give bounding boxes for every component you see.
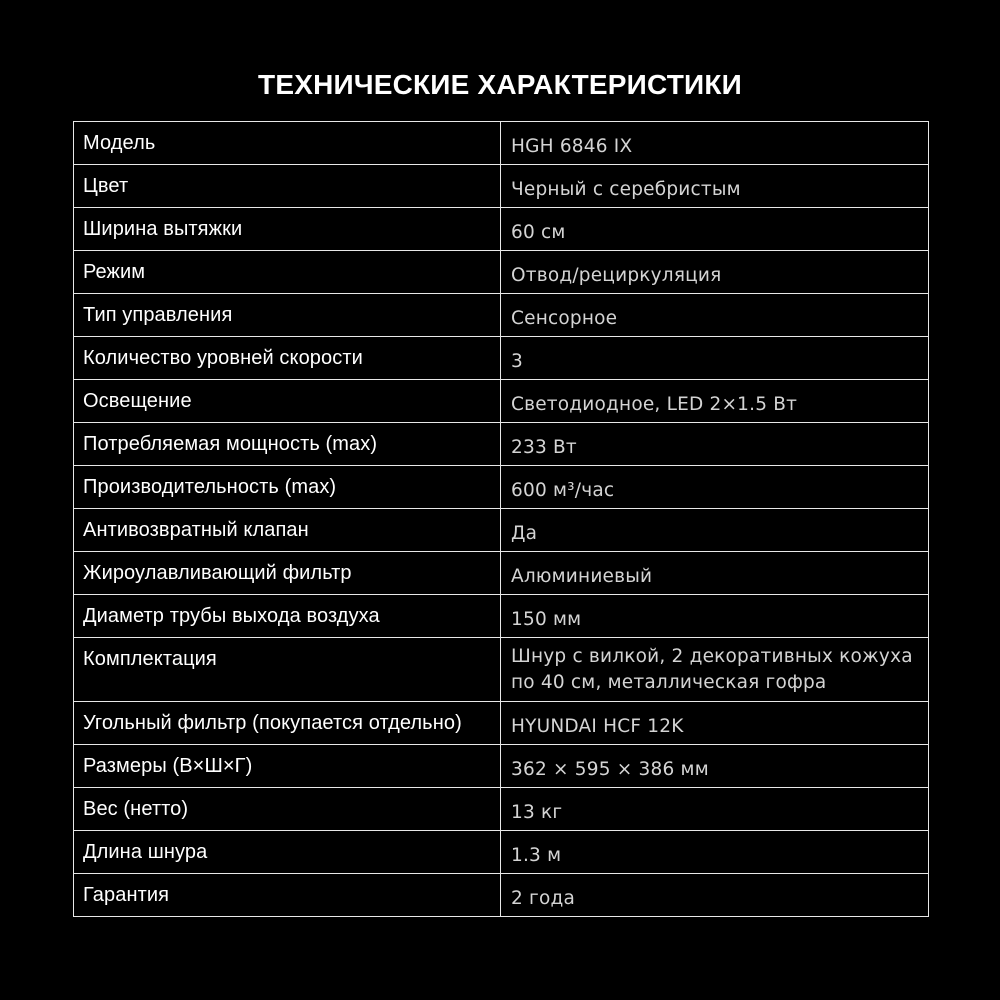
spec-value: HYUNDAI HCF 12K [501,702,929,745]
specs-table [73,121,929,917]
spec-row-power [74,423,929,466]
spec-label: Модель [74,122,501,165]
spec-value: 60 см [501,208,929,251]
spec-row-pipe-diameter [74,595,929,638]
spec-value: 150 мм [501,595,929,638]
spec-label: Освещение [74,380,501,423]
spec-label: Диаметр трубы выхода воздуха [74,595,501,638]
spec-label: Цвет [74,165,501,208]
spec-label: Вес (нетто) [74,788,501,831]
spec-label: Потребляемая мощность (max) [74,423,501,466]
spec-label: Режим [74,251,501,294]
spec-row-capacity [74,466,929,509]
spec-row-model [74,122,929,165]
spec-value: Сенсорное [501,294,929,337]
spec-label: Длина шнура [74,831,501,874]
spec-label: Угольный фильтр (покупается отдельно) [74,702,501,745]
page-title: ТЕХНИЧЕСКИЕ ХАРАКТЕРИСТИКИ [258,69,742,100]
spec-row-lighting [74,380,929,423]
spec-value: 13 кг [501,788,929,831]
spec-label: Жироулавливающий фильтр [74,552,501,595]
spec-row-dimensions [74,745,929,788]
spec-value: Алюминиевый [501,552,929,595]
spec-row-warranty [74,874,929,917]
spec-row-weight [74,788,929,831]
spec-row-control-type [74,294,929,337]
spec-label: Количество уровней скорости [74,337,501,380]
spec-label: Ширина вытяжки [74,208,501,251]
spec-row-package [74,638,929,702]
spec-label: Производительность (max) [74,466,501,509]
spec-row-mode [74,251,929,294]
spec-label: Тип управления [74,294,501,337]
spec-value: Да [501,509,929,552]
spec-value: 1.3 м [501,831,929,874]
spec-label: Антивозвратный клапан [74,509,501,552]
spec-value: 600 м³/час [501,466,929,509]
spec-label: Размеры (В×Ш×Г) [74,745,501,788]
spec-row-width [74,208,929,251]
spec-value: Черный с серебристым [501,165,929,208]
spec-row-grease-filter [74,552,929,595]
spec-value: Шнур с вилкой, 2 декоративных кожуха по 40 см, металлическая гофра [501,638,929,702]
spec-value: 233 Вт [501,423,929,466]
spec-value: 362 × 595 × 386 мм [501,745,929,788]
spec-label: Комплектация [74,638,501,702]
spec-value: 3 [501,337,929,380]
spec-value: Светодиодное, LED 2×1.5 Вт [501,380,929,423]
spec-row-speed-levels [74,337,929,380]
spec-value: Отвод/рециркуляция [501,251,929,294]
spec-row-carbon-filter [74,702,929,745]
spec-value: HGH 6846 IX [501,122,929,165]
spec-row-check-valve [74,509,929,552]
spec-label: Гарантия [74,874,501,917]
spec-row-color [74,165,929,208]
spec-row-cord-length [74,831,929,874]
spec-value: 2 года [501,874,929,917]
